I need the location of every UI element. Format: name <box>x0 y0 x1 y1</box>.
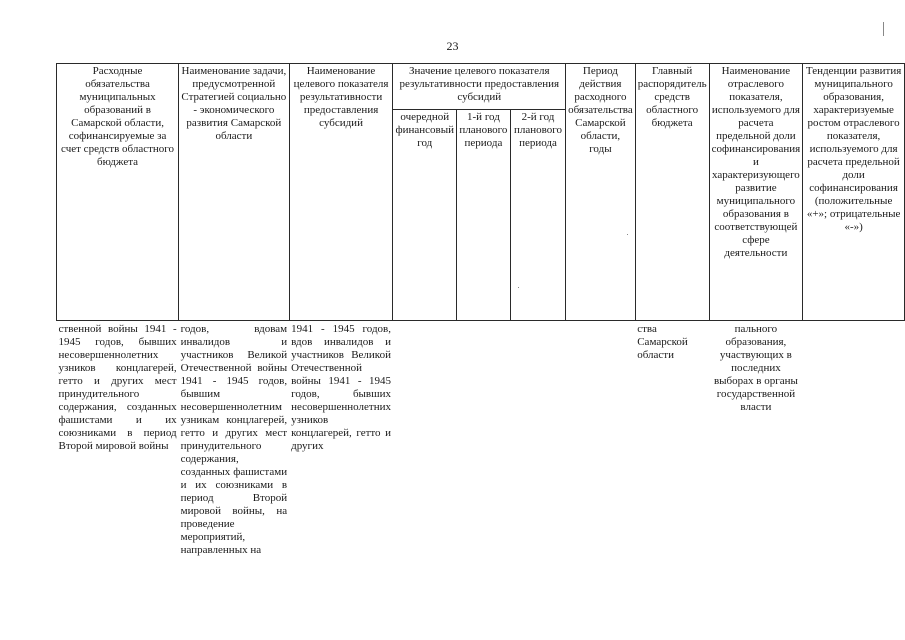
header-target-value-group: Значение целевого показателя результативности предоставления субсидий <box>393 64 566 110</box>
header-strategy-task: Наименование задачи, предусмотренной Стратегией социально - экономического развития Самарской области <box>179 64 290 321</box>
header-development-trends: Тенденции развития муниципального образования, характеризуемые ростом отраслевого показателя, используемого для расчета предельной доли софинансирования (положительные «+»; отрицательные «-») <box>803 64 905 321</box>
cell-expense-obligations: ственной войны 1941 - 1945 годов, бывших несовершеннолетних узников концлагерей, гетто и других мест принудительного содержания, созданных фашистами и их союзниками в период Второй мировой войны <box>58 323 177 452</box>
cell-plan-year-1 <box>457 321 511 558</box>
budget-table <box>56 63 905 557</box>
header-plan-year-1: 1-й год планового периода <box>457 110 511 321</box>
cell-strategy-task: годов, вдовам инвалидов и участников Великой Отечественной войны 1941 - 1945 годов, бывшим несовершеннолетним узникам концлагерей, гетто и других мест принудительного содержания, созданных фашистами и их союзниками в период Второй мировой войны, на проведение мероприятий, направленных на <box>180 323 288 556</box>
header-obligation-period: Период действия расходного обязательства Самарской области, годы <box>566 64 636 321</box>
cell-chief-manager: ства Самарской области <box>637 323 688 361</box>
cell-plan-year-2 <box>510 321 565 558</box>
scan-speck <box>883 22 884 36</box>
table-row <box>57 321 905 558</box>
page-number: 23 <box>446 39 459 53</box>
scan-speck <box>518 287 519 288</box>
header-industry-indicator: Наименование отраслевого показателя, используемого для расчета предельной доли софинансирования и характеризующего развитие муниципального образования в соответствующей сфере деятельности <box>709 64 803 321</box>
header-chief-manager: Главный распорядитель средств областного бюджета <box>635 64 709 321</box>
cell-development-trends <box>803 321 905 558</box>
cell-obligation-period <box>566 321 636 558</box>
cell-industry-indicator: пального образования, участвующих в последних выборах в органы государственной власти <box>713 323 798 413</box>
header-expense-obligations: Расходные обязательства муниципальных образований в Самарской области, софинансируемые за счет средств областного бюджета <box>57 64 179 321</box>
cell-target-indicator: 1941 - 1945 годов, вдов инвалидов и участников Великой Отечественной войны 1941 - 1945 годов, бывших несовершеннолетних узников концлагерей, гетто и других <box>291 323 391 452</box>
scan-speck <box>627 234 628 235</box>
header-target-indicator: Наименование целевого показателя результативности предоставления субсидий <box>289 64 393 321</box>
header-plan-year-2: 2-й год планового периода <box>510 110 565 321</box>
cell-current-year <box>393 321 457 558</box>
header-current-year: очередной финансовый год <box>393 110 457 321</box>
